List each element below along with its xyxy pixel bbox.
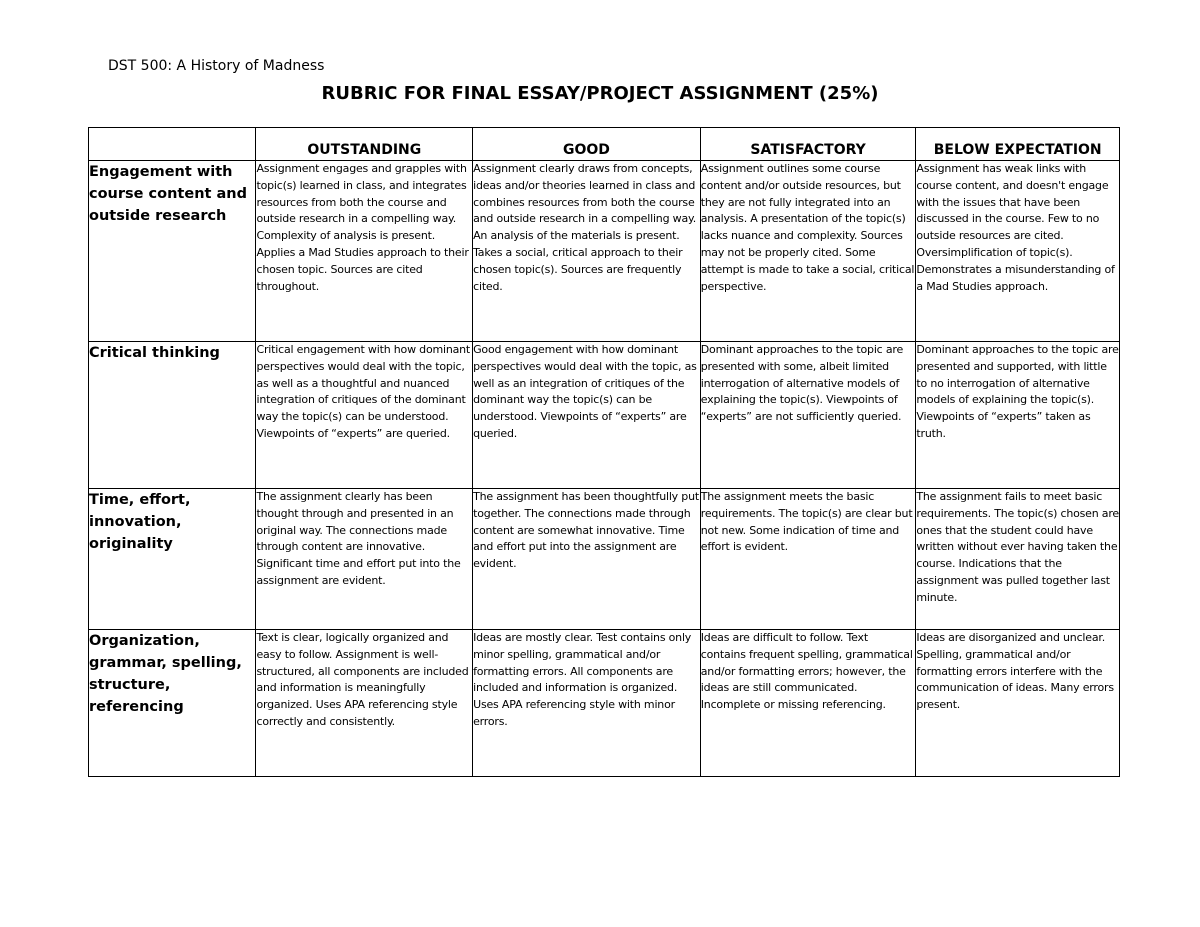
cell-satisfactory: Ideas are difficult to follow. Text contains frequent spelling, grammatical and/or formatting errors; however, the ideas are still communicated. Incomplete or missing referencing. bbox=[700, 630, 916, 777]
criterion-critical-thinking: Critical thinking bbox=[89, 342, 256, 489]
rubric-title: RUBRIC FOR FINAL ESSAY/PROJECT ASSIGNMENT (25%) bbox=[321, 83, 879, 104]
criterion-time-effort: Time, effort, innovation, originality bbox=[89, 489, 256, 630]
table-row bbox=[89, 630, 1120, 777]
cell-below-expectation: Assignment has weak links with course content, and doesn't engage with the issues that have been discussed in the course. Few to no outside resources are cited. Oversimplification of topic(s). Demonstrates a misunderstanding of a Mad Studies approach. bbox=[916, 161, 1120, 342]
header-outstanding: OUTSTANDING bbox=[256, 128, 473, 161]
cell-outstanding: The assignment clearly has been thought through and presented in an original way. The connections made through content are innovative. Significant time and effort put into the assignment are evident. bbox=[256, 489, 473, 630]
cell-outstanding: Assignment engages and grapples with topic(s) learned in class, and integrates resources from both the course and outside research in a compelling way. Complexity of analysis is present. Applies a Mad Studies approach to their chosen topic. Sources are cited throughout. bbox=[256, 161, 473, 342]
cell-below-expectation: Ideas are disorganized and unclear. Spelling, grammatical and/or formatting errors interfere with the communication of ideas. Many errors present. bbox=[916, 630, 1120, 777]
header-row bbox=[89, 128, 1120, 161]
cell-below-expectation: The assignment fails to meet basic requirements. The topic(s) chosen are ones that the student could have written without ever having taken the course. Indications that the assignment was pulled together last minute. bbox=[916, 489, 1120, 630]
cell-good: Good engagement with how dominant perspectives would deal with the topic, as well as an integration of critiques of the dominant way the topic(s) can be understood. Viewpoints of “experts” are queried. bbox=[473, 342, 701, 489]
cell-outstanding: Text is clear, logically organized and easy to follow. Assignment is well- structured, all components are included and information is meaningfully organized. Uses APA referencing style correctly and consistently. bbox=[256, 630, 473, 777]
cell-outstanding: Critical engagement with how dominant perspectives would deal with the topic, as well as a thoughtful and nuanced integration of critiques of the dominant way the topic(s) can be understood. Viewpoints of “experts” are queried. bbox=[256, 342, 473, 489]
cell-satisfactory: The assignment meets the basic requirements. The topic(s) are clear but not new. Some indication of time and effort is evident. bbox=[700, 489, 916, 630]
header-below-expectation: BELOW EXPECTATION bbox=[916, 128, 1120, 161]
cell-good: Assignment clearly draws from concepts, ideas and/or theories learned in class and combines resources from both the course and outside research in a compelling way. An analysis of the materials is present. Takes a social, critical approach to their chosen topic(s). Sources are frequently cited. bbox=[473, 161, 701, 342]
criterion-engagement: Engagement with course content and outside research bbox=[89, 161, 256, 342]
header-criteria bbox=[89, 128, 256, 161]
cell-below-expectation: Dominant approaches to the topic are presented and supported, with little to no interrogation of alternative models of explaining the topic(s). Viewpoints of “experts” taken as truth. bbox=[916, 342, 1120, 489]
cell-satisfactory: Dominant approaches to the topic are presented with some, albeit limited interrogation of alternative models of explaining the topic(s). Viewpoints of “experts” are not sufficiently queried. bbox=[700, 342, 916, 489]
cell-good: The assignment has been thoughtfully put together. The connections made through content are somewhat innovative. Time and effort put into the assignment are evident. bbox=[473, 489, 701, 630]
criterion-organization: Organization, grammar, spelling, structure, referencing bbox=[89, 630, 256, 777]
table-row bbox=[89, 342, 1120, 489]
table-row bbox=[89, 489, 1120, 630]
course-title: DST 500: A History of Madness bbox=[108, 58, 325, 74]
header-good: GOOD bbox=[473, 128, 701, 161]
cell-good: Ideas are mostly clear. Test contains only minor spelling, grammatical and/or formatting errors. All components are included and information is organized. Uses APA referencing style with minor errors. bbox=[473, 630, 701, 777]
rubric-table bbox=[88, 127, 1120, 777]
header-satisfactory: SATISFACTORY bbox=[700, 128, 916, 161]
table-row bbox=[89, 161, 1120, 342]
cell-satisfactory: Assignment outlines some course content and/or outside resources, but they are not fully integrated into an analysis. A presentation of the topic(s) lacks nuance and complexity. Sources may not be properly cited. Some attempt is made to take a social, critical perspective. bbox=[700, 161, 916, 342]
